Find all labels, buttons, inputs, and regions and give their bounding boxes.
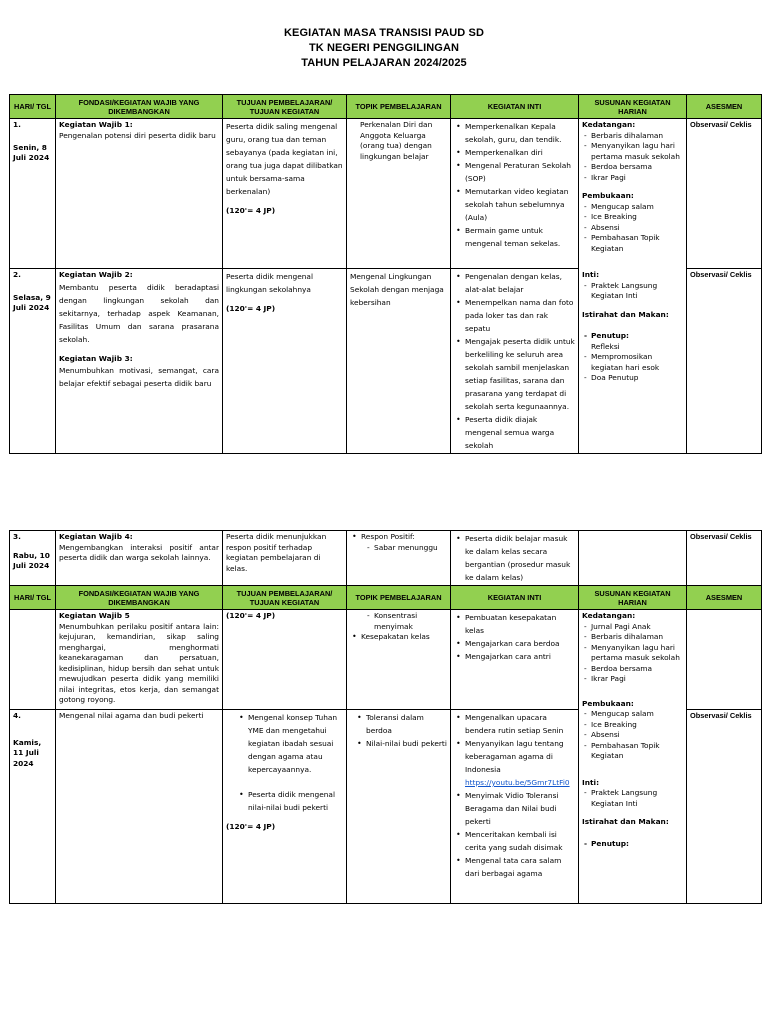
topik-text: Mengenal Lingkungan Sekolah dengan menjaga kebersihan xyxy=(350,272,444,307)
list-item: • Toleransi dalam berdoa xyxy=(366,711,447,737)
list-item: • Mengenal Peraturan Sekolah (SOP) xyxy=(465,159,575,185)
tujuan-cell xyxy=(223,531,347,586)
list-item: - Ice Breaking xyxy=(591,212,683,223)
tujuan-list xyxy=(226,711,343,814)
list-item: - Berdoa bersama xyxy=(591,664,683,675)
pembukaan-list xyxy=(582,202,683,255)
header-tujuan: TUJUAN PEMBELAJARAN/ TUJUAN KEGIATAN xyxy=(223,95,347,119)
header-hari: HARI/ TGL xyxy=(10,95,56,119)
list-item: • Menceritakan kembali isi cerita yang sudah disimak xyxy=(465,828,575,854)
inti-list xyxy=(454,532,575,584)
kegiatan-wajib-title: Kegiatan Wajib 3: xyxy=(59,353,133,363)
header-susunan: SUSUNAN KEGIATAN HARIAN xyxy=(579,95,687,119)
list-item: • Memutarkan video kegiatan sekolah tahun sebelumnya (Aula) xyxy=(465,185,575,224)
list-item: - Mengucap salam xyxy=(591,709,683,720)
list-item: • Memperkenalkan diri xyxy=(465,146,575,159)
susunan-cell xyxy=(579,119,687,454)
jp-label: (120'= 4 JP) xyxy=(226,206,276,215)
fondasi-text: Mengenal nilai agama dan budi pekerti xyxy=(59,711,204,720)
jp-label: (120'= 4 JP) xyxy=(226,304,276,313)
list-item: - Pembahasan Topik Kegiatan xyxy=(591,233,683,254)
kegiatan-wajib-desc: Membantu peserta didik beradaptasi dengan lingkungan sekolah dan sekitarnya, terhadap aspek Keamanan, Fasilitas Umum dan sarana prasarana sekolah. xyxy=(59,282,219,344)
header-asesmen: ASESMEN xyxy=(687,95,762,119)
inti-cell xyxy=(451,269,579,454)
fondasi-cell xyxy=(56,610,223,710)
list-item: - Praktek Langsung Kegiatan Inti xyxy=(591,281,683,302)
list-item: • Pengenalan dengan kelas, alat-alat belajar xyxy=(465,270,575,296)
header-topik: TOPIK PEMBELAJARAN xyxy=(347,586,451,610)
list-item: • Peserta didik belajar masuk ke dalam kelas secara bergantian (prosedur masuk ke dalam kelas) xyxy=(465,532,575,584)
list-item xyxy=(465,737,575,789)
schedule-table-2 xyxy=(9,530,762,904)
list-item: - Berbaris dihalaman xyxy=(591,632,683,643)
asesmen-cell: Observasi/ Ceklis xyxy=(687,269,762,454)
list-item: • Bermain game untuk mengenal teman sekelas. xyxy=(465,224,575,250)
list-item: • Memperkenalkan Kepala sekolah, guru, dan tendik. xyxy=(465,120,575,146)
list-item: • Mengajak peserta didik untuk berkeliling ke seluruh area sekolah sambil menjelaskan setiap fasilitas, sarana dan prasarana yang terdapat di sekolah serta kegunaannya. xyxy=(465,335,575,413)
kegiatan-wajib-desc: Mengembangkan interaksi positif antar peserta didik dan warga sekolah lainnya. xyxy=(59,542,219,562)
header-fondasi: FONDASI/KEGIATAN WAJIB YANG DIKEMBANGKAN xyxy=(56,586,223,610)
list-item: • Mengenal konsep Tuhan YME dan mengetahui kegiatan ibadah sesuai dengan agama atau kepercayaannya. xyxy=(248,711,343,776)
document-title xyxy=(0,26,768,71)
list-item: - Praktek Langsung Kegiatan Inti xyxy=(591,788,683,809)
list-item: • Menyimak Vidio Toleransi Beragama dan Nilai budi pekerti xyxy=(465,789,575,828)
inti-list xyxy=(454,120,575,250)
list-item: • Menempelkan nama dan foto pada loker tas dan rak sepatu xyxy=(465,296,575,335)
day-cell xyxy=(10,269,56,454)
tujuan-cell xyxy=(223,269,347,454)
list-item: - Menyanyikan lagu hari pertama masuk sekolah xyxy=(591,141,683,162)
header-tujuan: TUJUAN PEMBELAJARAN/ TUJUAN KEGIATAN xyxy=(223,586,347,610)
day-number: 2. xyxy=(13,270,21,279)
list-item: • Kesepakatan kelas xyxy=(361,632,447,643)
inti-steps-list xyxy=(582,281,683,302)
list-item: - Sabar menunggu xyxy=(374,543,447,554)
list-item: - Menyanyikan lagu hari pertama masuk sekolah xyxy=(591,643,683,664)
list-item: • Mengenal tata cara salam dari berbagai agama xyxy=(465,854,575,880)
penutup-items-list xyxy=(582,352,683,384)
list-item: • Mengenalkan upacara bendera rutin setiap Senin xyxy=(465,711,575,737)
day-number: 3. xyxy=(13,532,21,541)
fondasi-cell xyxy=(56,531,223,586)
header-fondasi: FONDASI/KEGIATAN WAJIB YANG DIKEMBANGKAN xyxy=(56,95,223,119)
topik-cell xyxy=(347,531,451,586)
day-number: 1. xyxy=(13,120,21,129)
table-row xyxy=(10,119,762,269)
tujuan-cell xyxy=(223,610,347,710)
kegiatan-wajib-title: Kegiatan Wajib 2: xyxy=(59,270,133,279)
day-date: Senin, 8 Juli 2024 xyxy=(13,142,50,162)
list-item: - Berbaris dihalaman xyxy=(591,131,683,142)
list-item: - Ikrar Pagi xyxy=(591,674,683,685)
asesmen-cell: Observasi/ Ceklis xyxy=(687,710,762,904)
section-kedatangan: Kedatangan: xyxy=(582,120,636,129)
header-hari: HARI/ TGL xyxy=(10,586,56,610)
section-inti: Inti: xyxy=(582,270,600,279)
title-line-3: TAHUN PELAJARAN 2024/2025 xyxy=(301,57,467,69)
header-inti: KEGIATAN INTI xyxy=(451,586,579,610)
penutup-refleksi: Refleksi xyxy=(591,341,620,351)
list-item: - Ikrar Pagi xyxy=(591,173,683,184)
topik-list xyxy=(350,532,447,543)
tujuan-text: Peserta didik saling mengenal guru, orang tua dan teman sebayanya (pada kegiatan ini, orang tua juga dapat dilibatkan untuk bersama-sama berkenalan) xyxy=(226,122,343,196)
list-item: • Peserta didik diajak mengenal semua warga sekolah xyxy=(465,413,575,452)
section-penutup: - Penutup: xyxy=(591,331,683,342)
song-text: Menyanyikan lagu tentang keberagaman agama di Indonesia xyxy=(465,739,564,774)
list-item: • Nilai-nilai budi pekerti xyxy=(366,737,447,750)
tujuan-cell xyxy=(223,710,347,904)
section-istirahat: Istirahat dan Makan: xyxy=(582,817,669,826)
kegiatan-wajib-desc: Pengenalan potensi diri peserta didik baru xyxy=(59,130,216,140)
header-asesmen: ASESMEN xyxy=(687,586,762,610)
list-item: - Pembahasan Topik Kegiatan xyxy=(591,741,683,762)
tujuan-cell xyxy=(223,119,347,269)
inti-cell xyxy=(451,610,579,710)
inti-cell xyxy=(451,531,579,586)
inti-steps-list xyxy=(582,788,683,809)
fondasi-cell xyxy=(56,119,223,269)
kegiatan-wajib-title: Kegiatan Wajib 1: xyxy=(59,120,133,129)
penutup-list xyxy=(582,331,683,342)
list-item: - Berdoa bersama xyxy=(591,162,683,173)
list-item: - Doa Penutup xyxy=(591,373,683,384)
day-cell xyxy=(10,119,56,269)
day-cell xyxy=(10,610,56,710)
list-item: - Absensi xyxy=(591,223,683,234)
susunan-cell xyxy=(579,531,687,586)
list-item: • Mengajarkan cara antri xyxy=(465,650,575,663)
topik-cell xyxy=(347,710,451,904)
tujuan-text: Peserta didik menunjukkan respon positif terhadap kegiatan pembelajaran di kelas. xyxy=(226,532,327,573)
topik-sublist xyxy=(350,543,447,554)
list-item: • Respon Positif: xyxy=(361,532,447,543)
schedule-table-1 xyxy=(9,94,762,454)
topik-sublist xyxy=(350,611,447,632)
table-row xyxy=(10,610,762,710)
day-number: 4. xyxy=(13,711,21,720)
kegiatan-wajib-title: Kegiatan Wajib 4: xyxy=(59,532,133,541)
pembukaan-list xyxy=(582,709,683,762)
topik-cell xyxy=(347,119,451,269)
list-item: - Mengucap salam xyxy=(591,202,683,213)
header-susunan: SUSUNAN KEGIATAN HARIAN xyxy=(579,586,687,610)
inti-cell xyxy=(451,710,579,904)
title-line-1: KEGIATAN MASA TRANSISI PAUD SD xyxy=(284,27,484,39)
kedatangan-list xyxy=(582,622,683,685)
inti-cell xyxy=(451,119,579,269)
section-penutup: - Penutup: xyxy=(591,839,683,850)
topik-text: Perkenalan Diri dan Anggota Keluarga (orang tua) dengan lingkungan belajar xyxy=(360,120,433,161)
day-date: Rabu, 10 Juli 2024 xyxy=(13,550,50,570)
section-istirahat: Istirahat dan Makan: xyxy=(582,309,669,319)
list-item: - Ice Breaking xyxy=(591,720,683,731)
list-item: - Mempromosikan kegiatan hari esok xyxy=(591,352,683,373)
list-item: • Peserta didik mengenal nilai-nilai budi pekerti xyxy=(248,788,343,814)
youtube-link[interactable]: https://youtu.be/5Gmr7LtFi0 xyxy=(465,778,570,787)
topik-list xyxy=(350,632,447,643)
susunan-cell xyxy=(579,610,687,904)
penutup-list xyxy=(582,839,683,850)
jp-label: (120'= 4 JP) xyxy=(226,611,276,620)
section-kedatangan: Kedatangan: xyxy=(582,611,636,620)
asesmen-cell xyxy=(687,610,762,710)
jp-label: (120'= 4 JP) xyxy=(226,822,276,831)
asesmen-cell: Observasi/ Ceklis xyxy=(687,531,762,586)
list-item: - Konsentrasi menyimak xyxy=(374,611,447,632)
inti-list xyxy=(454,611,575,663)
list-item: - Absensi xyxy=(591,730,683,741)
section-pembukaan: Pembukaan: xyxy=(582,698,634,708)
section-inti: Inti: xyxy=(582,777,600,787)
inti-list xyxy=(454,270,575,452)
section-pembukaan: Pembukaan: xyxy=(582,191,634,200)
asesmen-cell: Observasi/ Ceklis xyxy=(687,119,762,269)
list-item: • Pembuatan kesepakatan kelas xyxy=(465,611,575,637)
kedatangan-list xyxy=(582,131,683,184)
header-topik: TOPIK PEMBELAJARAN xyxy=(347,95,451,119)
title-line-2: TK NEGERI PENGGILINGAN xyxy=(308,42,460,54)
inti-list xyxy=(454,711,575,880)
day-date: Kamis, 11 Juli 2024 xyxy=(13,737,42,768)
tujuan-text: Peserta didik mengenal lingkungan sekolahnya xyxy=(226,272,314,294)
header-row xyxy=(10,95,762,119)
day-cell xyxy=(10,531,56,586)
topik-list xyxy=(350,711,447,750)
header-inti: KEGIATAN INTI xyxy=(451,95,579,119)
topik-cell xyxy=(347,269,451,454)
list-item: - Jurnal Pagi Anak xyxy=(591,622,683,633)
day-date: Selasa, 9 Juli 2024 xyxy=(13,292,51,312)
fondasi-cell xyxy=(56,269,223,454)
topik-cell xyxy=(347,610,451,710)
kegiatan-wajib-desc: Menumbuhkan motivasi, semangat, cara belajar efektif sebagai peserta didik baru xyxy=(59,366,219,388)
day-cell xyxy=(10,710,56,904)
header-row xyxy=(10,586,762,610)
kegiatan-wajib-desc: Menumbuhkan perilaku positif antara lain: kejujuran, kemandirian, sikap saling menghargai, menghormati keanekaragaman dan persatuan, kedisiplinan, hidup bersih dan sehat untuk mewujudkan peserta didik yang memiliki nilai integritas, etos kerja, dan semangat gotong royong. xyxy=(59,621,219,704)
fondasi-cell xyxy=(56,710,223,904)
kegiatan-wajib-title: Kegiatan Wajib 5 xyxy=(59,611,130,620)
table-row xyxy=(10,531,762,586)
list-item: • Mengajarkan cara berdoa xyxy=(465,637,575,650)
